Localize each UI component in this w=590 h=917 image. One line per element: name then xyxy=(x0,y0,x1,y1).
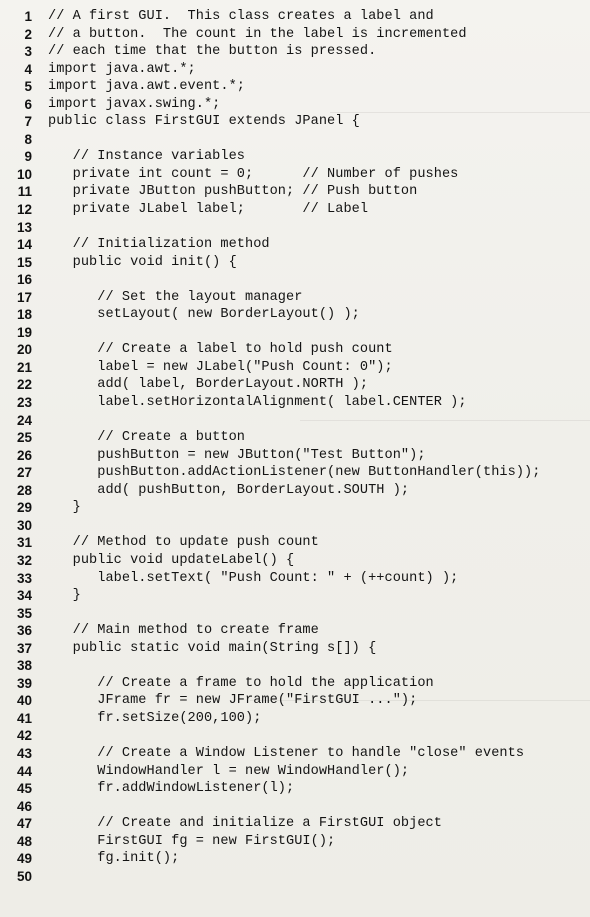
code-text: // Initialization method xyxy=(48,237,270,253)
line-number: 1 xyxy=(24,9,32,24)
line-number: 46 xyxy=(16,798,32,814)
code-line xyxy=(0,675,590,693)
line-number: 31 xyxy=(16,535,32,551)
code-line xyxy=(0,657,590,675)
line-number: 27 xyxy=(16,465,32,481)
code-line xyxy=(0,113,590,131)
line-number: 5 xyxy=(24,79,32,95)
code-text: import javax.swing.*; xyxy=(48,96,221,112)
code-line xyxy=(0,815,590,833)
code-line xyxy=(0,219,590,237)
code-line xyxy=(0,183,590,201)
code-text: private JLabel label; // Label xyxy=(48,202,369,218)
line-number: 15 xyxy=(16,254,32,270)
code-text: // Main method to create frame xyxy=(48,623,319,639)
code-text: pushButton.addActionListener(new ButtonHandler(this)); xyxy=(48,465,541,481)
code-line xyxy=(0,605,590,623)
line-number: 6 xyxy=(24,96,32,112)
code-text: public void init() { xyxy=(48,254,237,270)
code-line xyxy=(0,8,590,26)
code-line xyxy=(0,570,590,588)
line-number: 33 xyxy=(16,570,32,586)
code-line xyxy=(0,166,590,184)
line-number: 26 xyxy=(16,447,32,463)
code-text: } xyxy=(48,500,81,516)
code-text: // Create a button xyxy=(48,430,245,446)
code-line xyxy=(0,745,590,763)
code-text: } xyxy=(48,588,81,604)
line-number: 48 xyxy=(16,833,32,849)
line-number: 22 xyxy=(16,377,32,393)
code-text: WindowHandler l = new WindowHandler(); xyxy=(48,763,410,779)
line-number: 21 xyxy=(16,359,32,375)
code-line xyxy=(0,324,590,342)
code-line xyxy=(0,763,590,781)
code-line xyxy=(0,482,590,500)
code-line xyxy=(0,131,590,149)
code-text: import java.awt.*; xyxy=(48,61,196,77)
code-text: // Set the layout manager xyxy=(48,289,303,305)
line-number: 42 xyxy=(16,728,32,744)
code-line xyxy=(0,412,590,430)
code-line xyxy=(0,148,590,166)
code-line xyxy=(0,376,590,394)
code-text: import java.awt.event.*; xyxy=(48,79,245,95)
line-number: 18 xyxy=(16,307,32,323)
line-number: 4 xyxy=(24,61,32,77)
line-number: 47 xyxy=(16,816,32,832)
line-number: 16 xyxy=(16,272,32,288)
line-number: 19 xyxy=(16,324,32,340)
code-text: fg.init(); xyxy=(48,851,180,867)
line-number: 40 xyxy=(16,693,32,709)
line-number: 13 xyxy=(16,219,32,235)
code-line xyxy=(0,447,590,465)
code-listing xyxy=(0,8,590,885)
line-number: 45 xyxy=(16,781,32,797)
code-line xyxy=(0,201,590,219)
code-line xyxy=(0,780,590,798)
line-number: 3 xyxy=(24,44,32,60)
code-text: setLayout( new BorderLayout() ); xyxy=(48,307,360,323)
code-line xyxy=(0,26,590,44)
line-number: 30 xyxy=(16,517,32,533)
line-number: 38 xyxy=(16,658,32,674)
code-text: // A first GUI. This class creates a label and xyxy=(48,9,434,24)
code-text: add( label, BorderLayout.NORTH ); xyxy=(48,377,369,393)
code-line xyxy=(0,61,590,79)
line-number: 36 xyxy=(16,623,32,639)
code-line xyxy=(0,289,590,307)
line-number: 20 xyxy=(16,342,32,358)
code-line xyxy=(0,43,590,61)
code-line xyxy=(0,254,590,272)
code-line xyxy=(0,499,590,517)
code-text: // Method to update push count xyxy=(48,535,319,551)
code-text: fr.setSize(200,100); xyxy=(48,710,262,726)
code-text: private JButton pushButton; // Push button xyxy=(48,184,418,200)
line-number: 29 xyxy=(16,500,32,516)
line-number: 9 xyxy=(24,149,32,165)
code-text: // Instance variables xyxy=(48,149,245,165)
line-number: 14 xyxy=(16,237,32,253)
code-line xyxy=(0,271,590,289)
line-number: 25 xyxy=(16,430,32,446)
code-line xyxy=(0,96,590,114)
code-text: add( pushButton, BorderLayout.SOUTH ); xyxy=(48,482,410,498)
line-number: 28 xyxy=(16,482,32,498)
code-line xyxy=(0,640,590,658)
line-number: 10 xyxy=(16,166,32,182)
line-number: 44 xyxy=(16,763,32,779)
line-number: 12 xyxy=(16,202,32,218)
code-line xyxy=(0,622,590,640)
line-number: 17 xyxy=(16,289,32,305)
line-number: 8 xyxy=(24,131,32,147)
code-text: // Create a label to hold push count xyxy=(48,342,393,358)
code-line xyxy=(0,341,590,359)
line-number: 24 xyxy=(16,412,32,428)
code-line xyxy=(0,552,590,570)
code-line xyxy=(0,833,590,851)
line-number: 50 xyxy=(16,868,32,884)
line-number: 34 xyxy=(16,588,32,604)
code-text: label.setHorizontalAlignment( label.CENTER ); xyxy=(48,395,467,411)
line-number: 43 xyxy=(16,745,32,761)
code-text: private int count = 0; // Number of pushes xyxy=(48,166,459,182)
code-line xyxy=(0,868,590,886)
code-line xyxy=(0,236,590,254)
code-line xyxy=(0,394,590,412)
line-number: 49 xyxy=(16,851,32,867)
code-line xyxy=(0,692,590,710)
line-number: 11 xyxy=(17,184,32,200)
line-number: 35 xyxy=(16,605,32,621)
code-text: // Create and initialize a FirstGUI object xyxy=(48,816,442,832)
code-line xyxy=(0,517,590,535)
code-text: FirstGUI fg = new FirstGUI(); xyxy=(48,833,336,849)
code-line xyxy=(0,534,590,552)
code-line xyxy=(0,359,590,377)
code-text: // a button. The count in the label is incremented xyxy=(48,26,467,42)
code-text: fr.addWindowListener(l); xyxy=(48,781,295,797)
code-text: public static void main(String s[]) { xyxy=(48,640,377,656)
code-line xyxy=(0,850,590,868)
line-number: 23 xyxy=(16,395,32,411)
line-number: 2 xyxy=(24,26,32,42)
code-line xyxy=(0,464,590,482)
line-number: 32 xyxy=(16,552,32,568)
line-number: 39 xyxy=(16,675,32,691)
code-text: // Create a frame to hold the application xyxy=(48,675,434,691)
line-number: 41 xyxy=(16,710,32,726)
line-number: 37 xyxy=(16,640,32,656)
code-line xyxy=(0,710,590,728)
code-line xyxy=(0,306,590,324)
code-line xyxy=(0,429,590,447)
line-number: 7 xyxy=(24,114,32,130)
code-text: pushButton = new JButton("Test Button"); xyxy=(48,447,426,463)
code-line xyxy=(0,587,590,605)
code-text: // Create a Window Listener to handle "close" events xyxy=(48,745,525,761)
code-text: label.setText( "Push Count: " + (++count) ); xyxy=(48,570,459,586)
code-line xyxy=(0,727,590,745)
code-line xyxy=(0,798,590,816)
code-line xyxy=(0,78,590,96)
code-text: // each time that the button is pressed. xyxy=(48,44,377,60)
code-text: JFrame fr = new JFrame("FirstGUI ..."); xyxy=(48,693,418,709)
code-text: public void updateLabel() { xyxy=(48,552,295,568)
code-text: label = new JLabel("Push Count: 0"); xyxy=(48,359,393,375)
code-text: public class FirstGUI extends JPanel { xyxy=(48,114,360,130)
